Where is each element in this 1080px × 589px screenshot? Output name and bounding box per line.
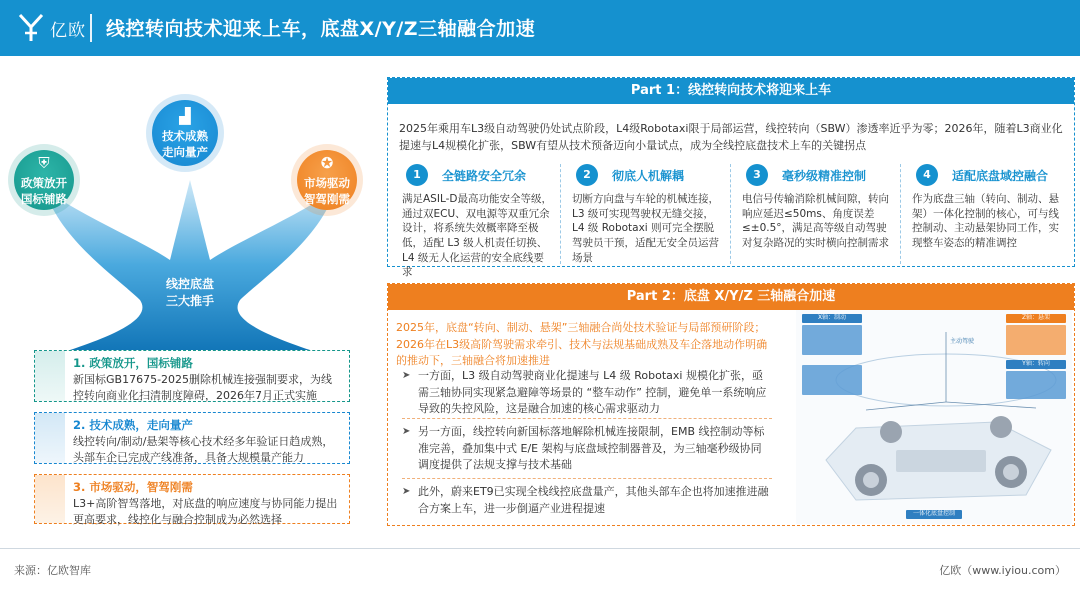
bubble-tech — [152, 100, 218, 166]
bullet-text: 一方面，L3 级自动驾驶商业化提速与 L4 级 Robotaxi 规模化扩张，亟需三轴协同实现紧急避障等场景的 “整车动作” 控制，避免单一系统响应导致的失控风险，这是融合加速的核心需求驱动力 — [418, 369, 767, 415]
center-axis-label: 主动驾驶 — [950, 338, 975, 345]
card-accent-bar — [35, 351, 65, 401]
page-title: 线控转向技术迎来上车，底盘X/Y/Z三轴融合加速 — [106, 18, 536, 40]
driver-card-policy — [34, 350, 350, 402]
feature-title: 全链路安全冗余 — [442, 169, 527, 183]
source-note: 来源：亿欧智库 — [14, 564, 91, 577]
part1-title: Part 1：线控转向技术将迎来上车 — [388, 78, 1074, 104]
bubble-policy — [14, 150, 74, 210]
power-module-block — [802, 365, 862, 395]
bullet-divider — [402, 418, 772, 419]
card-accent-bar — [35, 413, 65, 463]
tree-label: 线控底盘 三大推手 — [165, 277, 214, 309]
column-divider — [730, 164, 731, 264]
card-accent-bar — [35, 475, 65, 523]
y-axis-box — [1006, 360, 1066, 369]
feature-number: 3 — [746, 164, 768, 186]
feature-number: 2 — [576, 164, 598, 186]
bubble-market-label: 市场驱动 智驾刚需 — [304, 176, 350, 206]
tree-trunk-shape — [45, 180, 335, 350]
bullet-text: 另一方面，线控转向新国标落地解除机械连接限制，EMB 线控制动等标准完善，叠加集中式 E/E 架构与底盘域控制器普及，为三轴毫秒级协同调度提供了法规支撑与技术基础 — [418, 425, 765, 471]
chevron-right-icon: ➤ — [402, 370, 411, 381]
z-axis-box — [1006, 314, 1066, 323]
feature-text: 满足ASIL-D最高功能安全等级，通过双ECU、双电源等双重冗余设计，将系统失效概率降至极低，适配 L3 级人机责任切换、L4 级无人化运营的安全底线要求 — [402, 193, 552, 279]
bullet-text: 此外，蔚来ET9已实现全栈线控底盘量产，其他头部车企也将加速推进融合方案上车，进一步倒逼产业进程提速 — [418, 485, 769, 515]
logo-mark-icon — [18, 13, 44, 43]
part2-panel — [387, 283, 1075, 526]
feature-text: 电信号传输消除机械间隙，转向响应延迟≤50ms、角度误差≤±0.5°，满足高等级自动驾驶对复杂路况的实时横向控制需求 — [742, 193, 889, 250]
logo-text: 亿欧 — [50, 20, 86, 41]
brand-logo[interactable] — [18, 10, 86, 46]
y-axis-label: Y轴：转向 — [1022, 360, 1050, 367]
card-text: 新国标GB17675-2025删除机械连接强制要求，为线控转向商业化扫清制度障碍，2026年7月正式实施 — [73, 372, 333, 402]
bullet-divider — [402, 478, 772, 479]
part2-intro: 2025年，底盘“转向、制动、悬架”三轴融合尚处技术验证与局部预研阶段；2026年在L3级高阶驾驶需求牵引、技术与法规基础成熟及车企落地动作明确的推动下，三轴融合将加速推进 — [396, 321, 768, 367]
footer-divider — [0, 548, 1080, 549]
feature-title: 毫秒级精准控制 — [782, 169, 867, 183]
bottom-label: 一体化底盘控制 — [912, 510, 955, 517]
header-bar — [0, 0, 1080, 56]
feature-title: 彻底人机解耦 — [612, 169, 685, 183]
bullet-item-2 — [396, 424, 772, 474]
header-divider — [90, 14, 92, 42]
chevron-right-icon: ➤ — [402, 426, 411, 437]
site-link[interactable]: 亿欧（www.iyiou.com） — [939, 564, 1066, 577]
column-divider — [900, 164, 901, 264]
bubble-market — [297, 150, 357, 210]
part1-intro: 2025年乘用车L3级自动驾驶仍处试点阶段，L4级Robotaxi限于局部运营，线控转向（SBW）渗透率近乎为零；2026年，随着L3商业化提速与L4规模化扩张，SBW有望从技术预备迈向小量试点，成为全线控底盘技术上车的关键拐点 — [399, 122, 1063, 153]
bottom-box — [906, 510, 962, 519]
bubble-tech-label: 技术成熟 走向量产 — [162, 129, 208, 159]
z-axis-label: Z轴：悬架 — [1021, 314, 1051, 321]
feature-text: 切断方向盘与车轮的机械连接，L3 级可实现驾驶权无缝交接，L4 级 Robotaxi 则可完全摆脱驾驶员干预，适配无安全员运营场景 — [572, 193, 719, 264]
card-title: 2. 技术成熟，走向量产 — [73, 418, 193, 432]
card-title: 3. 市场驱动，智驾刚需 — [73, 480, 193, 494]
medal-icon: ✪ — [320, 153, 334, 172]
feature-text: 作为底盘三轴（转向、制动、悬架）一体化控制的核心，可与线控制动、主动悬架协同工作，实现整车姿态的精准调控 — [912, 193, 1059, 250]
feature-title: 适配底盘域控融合 — [952, 169, 1049, 183]
driver-card-market — [34, 474, 350, 524]
chassis-diagram — [796, 310, 1072, 524]
bullet-item-1 — [396, 368, 772, 418]
card-title: 1. 政策放开，国标铺路 — [73, 356, 193, 370]
card-text: L3+高阶智驾落地，对底盘的响应速度与协同能力提出更高要求，线控化与融合控制成为必然选择 — [73, 496, 338, 526]
column-divider — [560, 164, 561, 264]
bubble-policy-label: 政策放开 国标铺路 — [21, 176, 67, 206]
x-axis-label: X轴：制动 — [817, 314, 847, 321]
steering-module-block — [1006, 371, 1066, 399]
suspension-module-block — [1006, 325, 1066, 355]
chevron-right-icon: ➤ — [402, 486, 411, 497]
bullet-item-3 — [396, 484, 772, 517]
driver-card-tech — [34, 412, 350, 464]
brake-module-block — [802, 325, 862, 355]
feature-number: 1 — [406, 164, 428, 186]
card-text: 线控转向/制动/悬架等核心技术经多年验证日趋成熟，头部车企已完成产线准备，具备大规模量产能力 — [73, 434, 334, 464]
part2-title: Part 2：底盘 X/Y/Z 三轴融合加速 — [388, 284, 1074, 310]
bar-chart-icon: ▟ — [179, 106, 191, 125]
shield-icon: ⛨ — [38, 153, 50, 172]
x-axis-box — [802, 314, 862, 323]
feature-number: 4 — [916, 164, 938, 186]
